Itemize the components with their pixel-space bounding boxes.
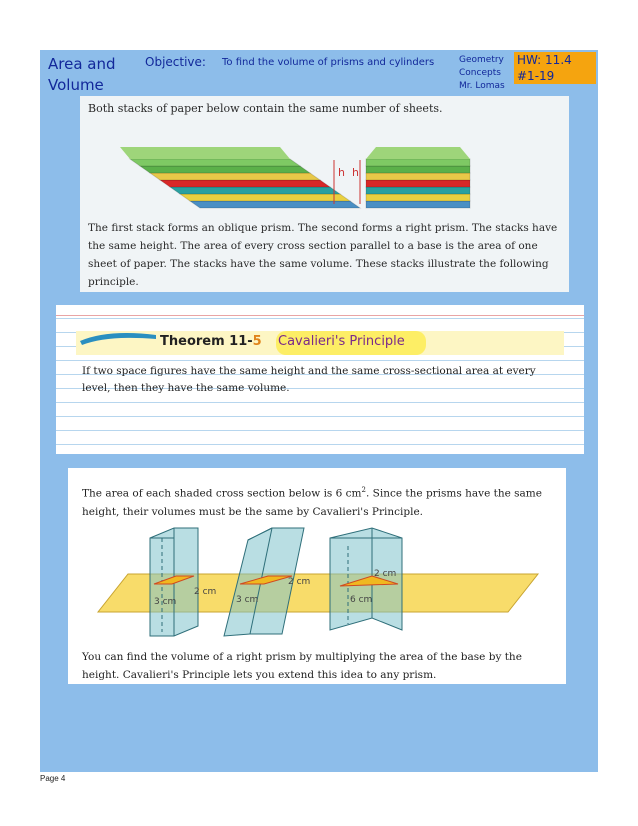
oblique-sheet <box>140 166 310 173</box>
theorem-card <box>56 305 584 454</box>
prism-3 <box>330 528 402 630</box>
height-label-1: h <box>338 166 345 179</box>
title-line-1: Area and <box>48 55 116 73</box>
oblique-sheet <box>180 194 350 201</box>
course-line-1: Geometry <box>459 55 504 65</box>
right-top-face <box>366 147 470 159</box>
page-number: Page 4 <box>40 774 66 783</box>
course-line-3: Mr. Lomas <box>459 81 505 91</box>
height-label-2: h <box>352 166 359 179</box>
prisms-example <box>68 468 566 684</box>
oblique-sheet <box>170 187 340 194</box>
theorem-statement: If two space figures have the same height and the same cross-sectional area at every level, then they have the same volume. <box>82 365 536 394</box>
right-sheet <box>366 194 470 201</box>
theorem-swoosh-icon <box>78 327 158 351</box>
prisms-intro <box>82 481 562 521</box>
oblique-top-face <box>120 147 290 159</box>
right-stack <box>366 147 470 208</box>
title-line-2: Volume <box>48 76 104 94</box>
objective-label: Objective: <box>145 55 206 69</box>
oblique-sheet <box>160 180 330 187</box>
margin-line <box>56 315 584 316</box>
page-title <box>48 54 116 96</box>
prism-1 <box>150 528 198 636</box>
oblique-stack <box>120 147 360 208</box>
p3-side-label: 2 cm <box>374 569 397 579</box>
p1-side-label: 2 cm <box>194 587 217 597</box>
p2-side-label: 2 cm <box>288 577 311 587</box>
right-sheet <box>366 173 470 180</box>
course-info <box>459 54 505 93</box>
prisms-intro-before: The area of each shaded cross section below is 6 cm <box>82 487 362 500</box>
objective-text: To find the volume of prisms and cylinders <box>222 57 435 68</box>
p1-front-label: 3 cm <box>154 597 177 607</box>
homework-badge <box>514 52 596 84</box>
prisms-illustration <box>68 526 566 646</box>
p3-front-label: 6 cm <box>350 595 373 605</box>
paper-stacks-figure <box>80 96 569 292</box>
theorem-label: Theorem 11- <box>160 334 253 349</box>
right-sheet <box>366 201 470 208</box>
theorem-number: 5 <box>252 334 262 349</box>
p2-front-label: 3 cm <box>236 595 259 605</box>
paper-stacks-intro: Both stacks of paper below contain the same number of sheets. <box>88 102 443 115</box>
paper-stacks-explanation: The first stack forms an oblique prism. The second forms a right prism. The stacks have the same height. The area of every cross section parallel to a base is the area of one sheet of paper. The stacks have the same volume. These stacks illustrate the following principle. <box>88 222 558 288</box>
hw-line-2: #1-19 <box>517 69 555 83</box>
right-sheet <box>366 180 470 187</box>
prisms-intro-after: . Since the prisms have the same height, their volumes must be the same by Cavalieri's Principle. <box>82 487 542 518</box>
theorem-heading <box>160 334 262 349</box>
prisms-intro-sup: 2 <box>361 486 366 494</box>
right-sheet <box>366 159 470 166</box>
course-line-2: Concepts <box>459 68 501 78</box>
theorem-name: Cavalieri's Principle <box>278 334 405 349</box>
right-sheet <box>366 166 470 173</box>
prisms-conclusion: You can find the volume of a right prism by multiplying the area of the base by the height. Cavalieri's Principle lets you extend this idea to any prism. <box>82 651 522 681</box>
hw-line-1: HW: 11.4 <box>517 53 572 67</box>
right-sheet <box>366 187 470 194</box>
oblique-sheet <box>130 159 300 166</box>
oblique-sheet <box>150 173 320 180</box>
